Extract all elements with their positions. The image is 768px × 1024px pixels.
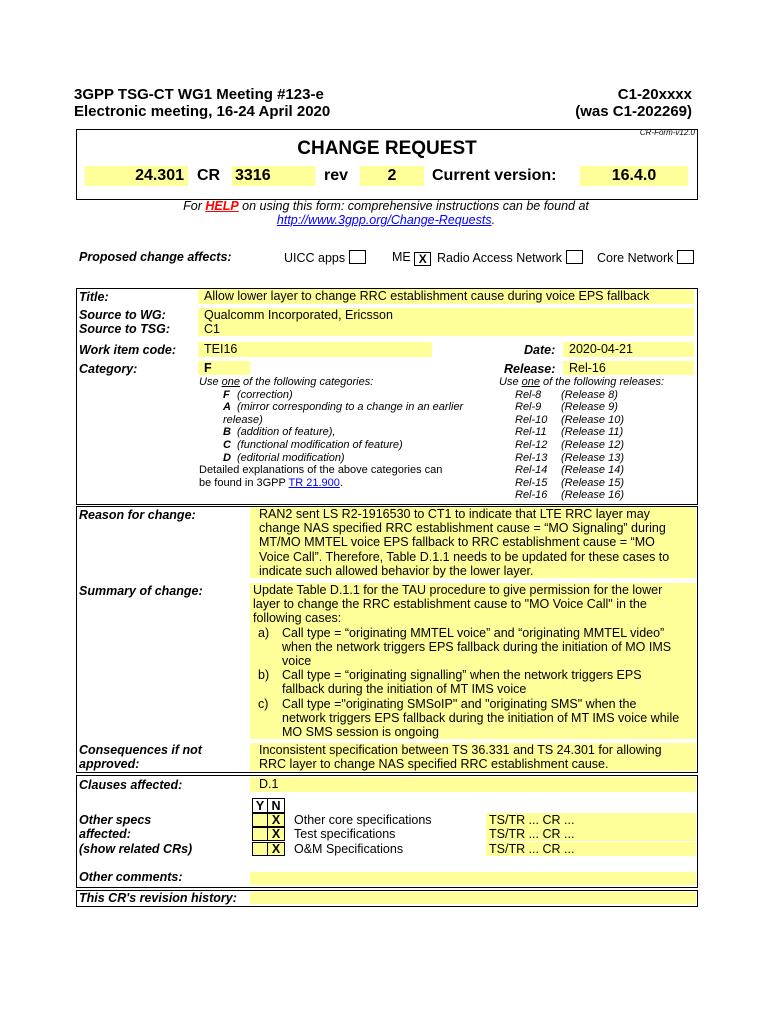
- release-desc: (Release 14): [561, 464, 624, 477]
- uicc-apps-option: [284, 250, 366, 265]
- ran-checkbox[interactable]: [566, 250, 583, 264]
- release-desc: (Release 13): [561, 451, 624, 464]
- cr-label: CR: [197, 167, 221, 184]
- release-item: [515, 401, 624, 414]
- consequences-label-line: approved:: [79, 757, 140, 771]
- document-number: C1-20xxxx: [617, 86, 692, 103]
- summary-case-list: [253, 626, 696, 740]
- release-item: [515, 414, 624, 427]
- case-line: voice: [282, 654, 312, 669]
- uicc-apps-label: UICC apps: [284, 251, 346, 265]
- date-value[interactable]: 2020-04-21: [563, 342, 694, 357]
- release-code: Rel-14: [515, 464, 548, 477]
- other-specs-label-line: Other specs: [79, 813, 152, 827]
- change-request-box: [76, 129, 698, 200]
- case-line: fallback during the initiation of MT IMS voice: [282, 682, 527, 697]
- category-code: F: [223, 388, 230, 401]
- summary-case-item: [253, 697, 696, 740]
- proposed-change-label: Proposed change affects:: [79, 250, 232, 264]
- release-code: Rel-8: [515, 388, 542, 401]
- category-code: A: [223, 401, 231, 414]
- category-label: Category:: [79, 362, 138, 376]
- category-code: C: [223, 438, 231, 451]
- reason-value[interactable]: [250, 507, 696, 578]
- releases-list: [515, 389, 624, 502]
- spec-name: O&M Specifications: [294, 841, 404, 856]
- source-tsg-label: Source to TSG:: [79, 322, 170, 336]
- category-item: [223, 389, 463, 402]
- category-desc: (addition of feature),: [237, 426, 336, 439]
- help-word: HELP: [205, 199, 239, 213]
- clauses-label: Clauses affected:: [79, 778, 183, 792]
- category-code: D: [223, 451, 231, 464]
- other-comments-value[interactable]: [250, 872, 696, 885]
- categories-intro: [199, 376, 373, 389]
- case-marker: b): [258, 668, 270, 683]
- cr-number: 3316: [232, 166, 315, 186]
- summary-intro-line: layer to change the RRC establishment cause to "MO Voice Call" in the: [253, 597, 647, 612]
- work-item-label: Work item code:: [79, 343, 177, 357]
- categories-intro-pre: Use: [199, 376, 222, 388]
- meeting-title: 3GPP TSG-CT WG1 Meeting #123-e: [74, 86, 324, 103]
- no-checkbox[interactable]: X: [268, 842, 285, 856]
- category-value[interactable]: F: [198, 361, 250, 375]
- summary-value[interactable]: [250, 583, 696, 739]
- core-network-option: [597, 250, 694, 265]
- source-wg-value[interactable]: Qualcomm Incorporated, Ericsson: [198, 308, 694, 322]
- form-version: CR-Form-v12.0: [639, 128, 695, 137]
- other-comments-label: Other comments:: [79, 870, 183, 884]
- releases-intro-pre: Use: [499, 376, 522, 388]
- categories-detail-pre: be found in 3GPP: [199, 476, 289, 489]
- meeting-location: Electronic meeting, 16-24 April 2020: [74, 103, 331, 120]
- release-item: [515, 439, 624, 452]
- category-desc: (functional modification of feature): [237, 438, 403, 451]
- release-desc: (Release 15): [561, 476, 624, 489]
- title-value[interactable]: Allow lower layer to change RRC establishment cause during voice EPS fallback: [198, 289, 694, 304]
- revision-history-section: [76, 890, 698, 907]
- reason-line: MT/MO MMTEL voice EPS fallback to RRC establishment cause = “MO: [259, 535, 655, 550]
- yes-checkbox[interactable]: [252, 813, 268, 827]
- help-text: on using this form: comprehensive instructions can be found at: [238, 199, 589, 213]
- case-line: MO SMS session is ongoing: [282, 725, 440, 740]
- release-code: Rel-15: [515, 476, 548, 489]
- release-item: [515, 426, 624, 439]
- spec-name: Test specifications: [294, 827, 396, 842]
- release-label: Release:: [504, 362, 556, 376]
- no-column-header: N: [268, 798, 285, 813]
- release-value[interactable]: Rel-16: [563, 361, 694, 375]
- related-cr[interactable]: TS/TR ... CR ...: [486, 827, 696, 841]
- rev-label: rev: [324, 167, 349, 184]
- release-item: [515, 489, 624, 502]
- case-line: Call type = “originating MMTEL voice” and “originating MMTEL video”: [282, 625, 665, 640]
- me-option: [392, 250, 431, 266]
- consequences-line: Inconsistent specification between TS 36.331 and TS 24.301 for allowing: [259, 743, 662, 757]
- revision-history-value[interactable]: [250, 892, 696, 904]
- change-requests-link[interactable]: http://www.3gpp.org/Change-Requests: [276, 213, 492, 227]
- ran-label: Radio Access Network: [437, 251, 563, 265]
- release-desc: (Release 16): [561, 489, 624, 502]
- date-label: Date:: [524, 343, 556, 357]
- category-code: B: [223, 426, 231, 439]
- consequences-label: [79, 743, 202, 771]
- me-checkbox[interactable]: X: [414, 252, 431, 266]
- no-checkbox[interactable]: X: [268, 827, 285, 841]
- no-checkbox[interactable]: X: [268, 813, 285, 827]
- summary-intro-line: Update Table D.1.1 for the TAU procedure to give permission for the lower: [253, 583, 663, 597]
- other-specs-label-line: affected:: [79, 827, 131, 842]
- category-item: [223, 401, 463, 414]
- reason-line: Voice Call”. Therefore, Table D.1.1 needs to be updated for these cases to: [259, 549, 670, 564]
- release-code: Rel-13: [515, 451, 548, 464]
- category-desc: (mirror corresponding to a change in an earlier: [237, 401, 464, 414]
- case-line: Call type = “originating signalling” when the network triggers EPS: [282, 668, 642, 683]
- releases-intro-one: one: [521, 376, 540, 388]
- release-item: [515, 452, 624, 465]
- release-desc: (Release 10): [561, 413, 624, 426]
- summary-case-item: [253, 668, 696, 696]
- summary-case-item: [253, 626, 696, 669]
- case-line: Call type ="originating SMSoIP" and "originating SMS" when the: [282, 696, 637, 711]
- reason-line: RAN2 sent LS R2-1916530 to CT1 to indicate that LTE RRC layer may: [259, 507, 650, 521]
- related-cr[interactable]: TS/TR ... CR ...: [486, 813, 696, 827]
- related-cr[interactable]: TS/TR ... CR ...: [486, 842, 696, 856]
- yes-checkbox[interactable]: [252, 842, 268, 856]
- categories-list: [223, 389, 463, 465]
- category-item: [223, 426, 463, 439]
- release-item: [515, 389, 624, 402]
- release-item: [515, 477, 624, 490]
- categories-detail-post: .: [339, 476, 343, 489]
- release-item: [515, 464, 624, 477]
- case-marker: c): [258, 696, 269, 711]
- case-marker: a): [258, 625, 270, 640]
- revision-history-label: This CR's revision history:: [79, 891, 237, 905]
- source-tsg-value[interactable]: C1: [198, 322, 694, 336]
- core-network-checkbox[interactable]: [677, 250, 694, 264]
- help-prefix: For: [183, 199, 206, 213]
- release-desc: (Release 8): [561, 388, 618, 401]
- spec-number: 24.301: [85, 166, 188, 186]
- release-code: Rel-16: [515, 489, 548, 502]
- clauses-value[interactable]: D.1: [250, 777, 696, 792]
- releases-intro: [499, 376, 664, 389]
- category-item: [223, 452, 463, 465]
- consequences-line: RRC layer to change NAS specified RRC establishment cause.: [259, 757, 609, 772]
- consequences-value[interactable]: [250, 743, 696, 771]
- release-code: Rel-9: [515, 401, 542, 414]
- me-label: ME: [392, 250, 411, 264]
- title-label: Title:: [79, 290, 109, 304]
- category-desc: release): [223, 413, 263, 426]
- releases-intro-post: of the following releases:: [539, 376, 665, 388]
- work-item-value[interactable]: TEI16: [198, 342, 432, 357]
- change-details-section: [76, 506, 698, 773]
- core-network-label: Core Network: [597, 251, 674, 265]
- category-desc: (editorial modification): [237, 451, 345, 464]
- category-item: [223, 439, 463, 452]
- release-code: Rel-10: [515, 413, 548, 426]
- yes-column-header: Y: [252, 798, 268, 813]
- current-version: 16.4.0: [580, 166, 688, 186]
- release-desc: (Release 9): [561, 401, 618, 414]
- reason-line: indicate such allowed behavior by the lower layer.: [259, 563, 534, 578]
- change-request-title: CHANGE REQUEST: [297, 138, 477, 159]
- consequences-label-line: Consequences if not: [79, 743, 202, 757]
- uicc-apps-checkbox[interactable]: [349, 250, 366, 264]
- categories-intro-post: of the following categories:: [239, 376, 374, 388]
- category-item: [223, 414, 463, 427]
- affected-items-section: [76, 775, 698, 888]
- other-specs-label: [79, 813, 192, 856]
- release-desc: (Release 11): [561, 426, 624, 439]
- release-code: Rel-12: [515, 438, 548, 451]
- summary-intro-line: following cases:: [253, 611, 342, 626]
- summary-label: Summary of change:: [79, 584, 203, 598]
- release-desc: (Release 12): [561, 438, 624, 451]
- categories-intro-one: one: [221, 376, 240, 388]
- ran-option: [437, 250, 583, 265]
- reason-line: change NAS specified RRC establishment cause = “MO Signaling” during: [259, 521, 666, 536]
- case-line: when the network triggers EPS fallback during the initiation of MO IMS: [282, 639, 672, 654]
- other-specs-label-line: (show related CRs): [79, 841, 193, 856]
- tr-21900-link[interactable]: TR 21.900: [288, 476, 340, 489]
- current-version-label: Current version:: [432, 167, 557, 184]
- yes-checkbox[interactable]: [252, 827, 268, 841]
- categories-detail: [199, 464, 442, 489]
- spec-name: Other core specifications: [294, 813, 432, 827]
- help-url-suffix: .: [491, 213, 496, 227]
- categories-detail-line1: Detailed explanations of the above categories can: [199, 464, 443, 476]
- source-wg-label: Source to WG:: [79, 308, 166, 322]
- previous-document-number: (was C1-202269): [575, 103, 692, 120]
- release-code: Rel-11: [515, 426, 547, 439]
- category-desc: (correction): [237, 388, 293, 401]
- reason-label: Reason for change:: [79, 508, 196, 522]
- case-line: network triggers EPS fallback during the initiation of MT IMS voice while: [282, 710, 680, 725]
- rev-number: 2: [360, 166, 424, 186]
- general-info-section: [76, 288, 698, 505]
